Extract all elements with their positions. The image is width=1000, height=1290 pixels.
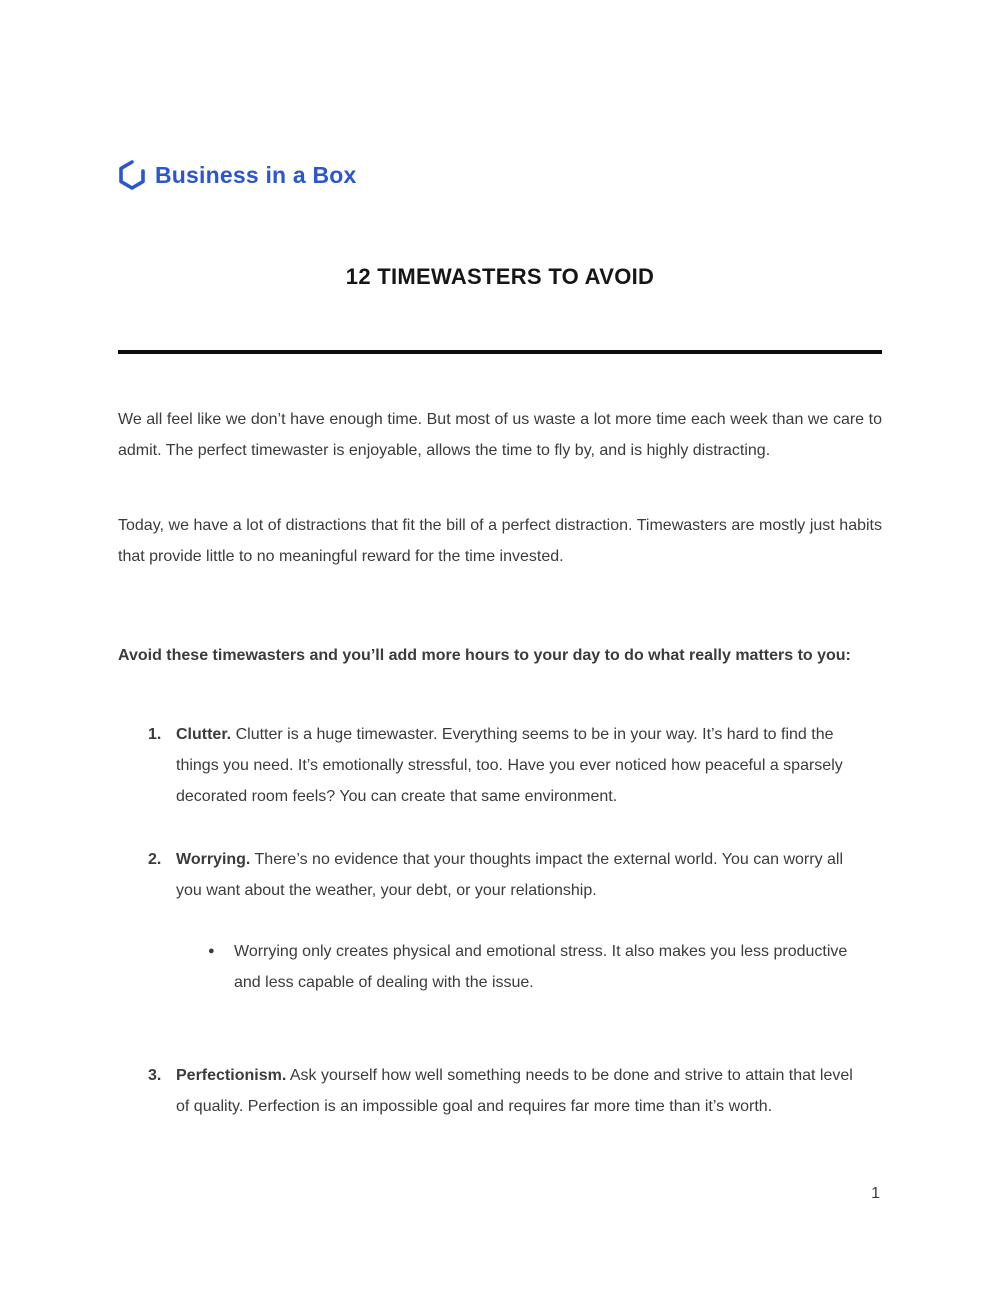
list-item-body: Clutter is a huge timewaster. Everything seems to be in your way. It’s hard to find the things you need. It’s emotionally stressful, too. Have you ever noticed how peaceful a sparsely decorated room feels? You can create that same environment. bbox=[176, 726, 843, 805]
lead-in-paragraph: Avoid these timewasters and you’ll add more hours to your day to do what really matters to you: bbox=[118, 647, 851, 664]
hexagon-box-logo-icon bbox=[118, 160, 146, 190]
list-item bbox=[148, 1060, 882, 1122]
list-item-body: There’s no evidence that your thoughts impact the external world. You can worry all you want about the weather, your debt, or your relationship. bbox=[176, 851, 844, 899]
logo bbox=[118, 158, 882, 192]
bullet-icon: ● bbox=[208, 945, 215, 957]
list-item-body: Ask yourself how well something needs to be done and strive to attain that level of quality. Perfection is an impossible goal and requires far more time than it’s worth. bbox=[176, 1067, 853, 1115]
logo-text: Business in a Box bbox=[155, 161, 357, 188]
list-item-number: 1. bbox=[148, 726, 162, 743]
list-item-label: Clutter. bbox=[176, 726, 232, 743]
list-item bbox=[148, 844, 882, 1028]
list-item-number: 3. bbox=[148, 1067, 162, 1084]
sub-bullet-text: Worrying only creates physical and emotional stress. It also makes you less productive and less capable of dealing with the issue. bbox=[234, 943, 848, 991]
list-item-text bbox=[176, 1060, 860, 1122]
list-item-label: Perfectionism. bbox=[176, 1067, 287, 1084]
divider bbox=[118, 350, 882, 354]
intro-paragraph-1: We all feel like we don’t have enough time. But most of us waste a lot more time each week than we care to admit. The perfect timewaster is enjoyable, allows the time to fly by, and is highly distracting. bbox=[118, 411, 882, 459]
page-number: 1 bbox=[871, 1185, 880, 1202]
intro-paragraph-2: Today, we have a lot of distractions that fit the bill of a perfect distraction. Timewasters are mostly just habits that provide little to no meaningful reward for the time invested. bbox=[118, 517, 882, 565]
document-body bbox=[118, 404, 882, 1122]
list-item-number: 2. bbox=[148, 851, 162, 868]
list-item-text bbox=[176, 844, 860, 906]
list-item-label: Worrying. bbox=[176, 851, 251, 868]
sub-bullet bbox=[208, 936, 860, 998]
page-title: 12 TIMEWASTERS TO AVOID bbox=[345, 264, 655, 289]
list-item-text bbox=[176, 719, 860, 812]
numbered-list bbox=[118, 719, 882, 1122]
list-item bbox=[148, 719, 882, 812]
